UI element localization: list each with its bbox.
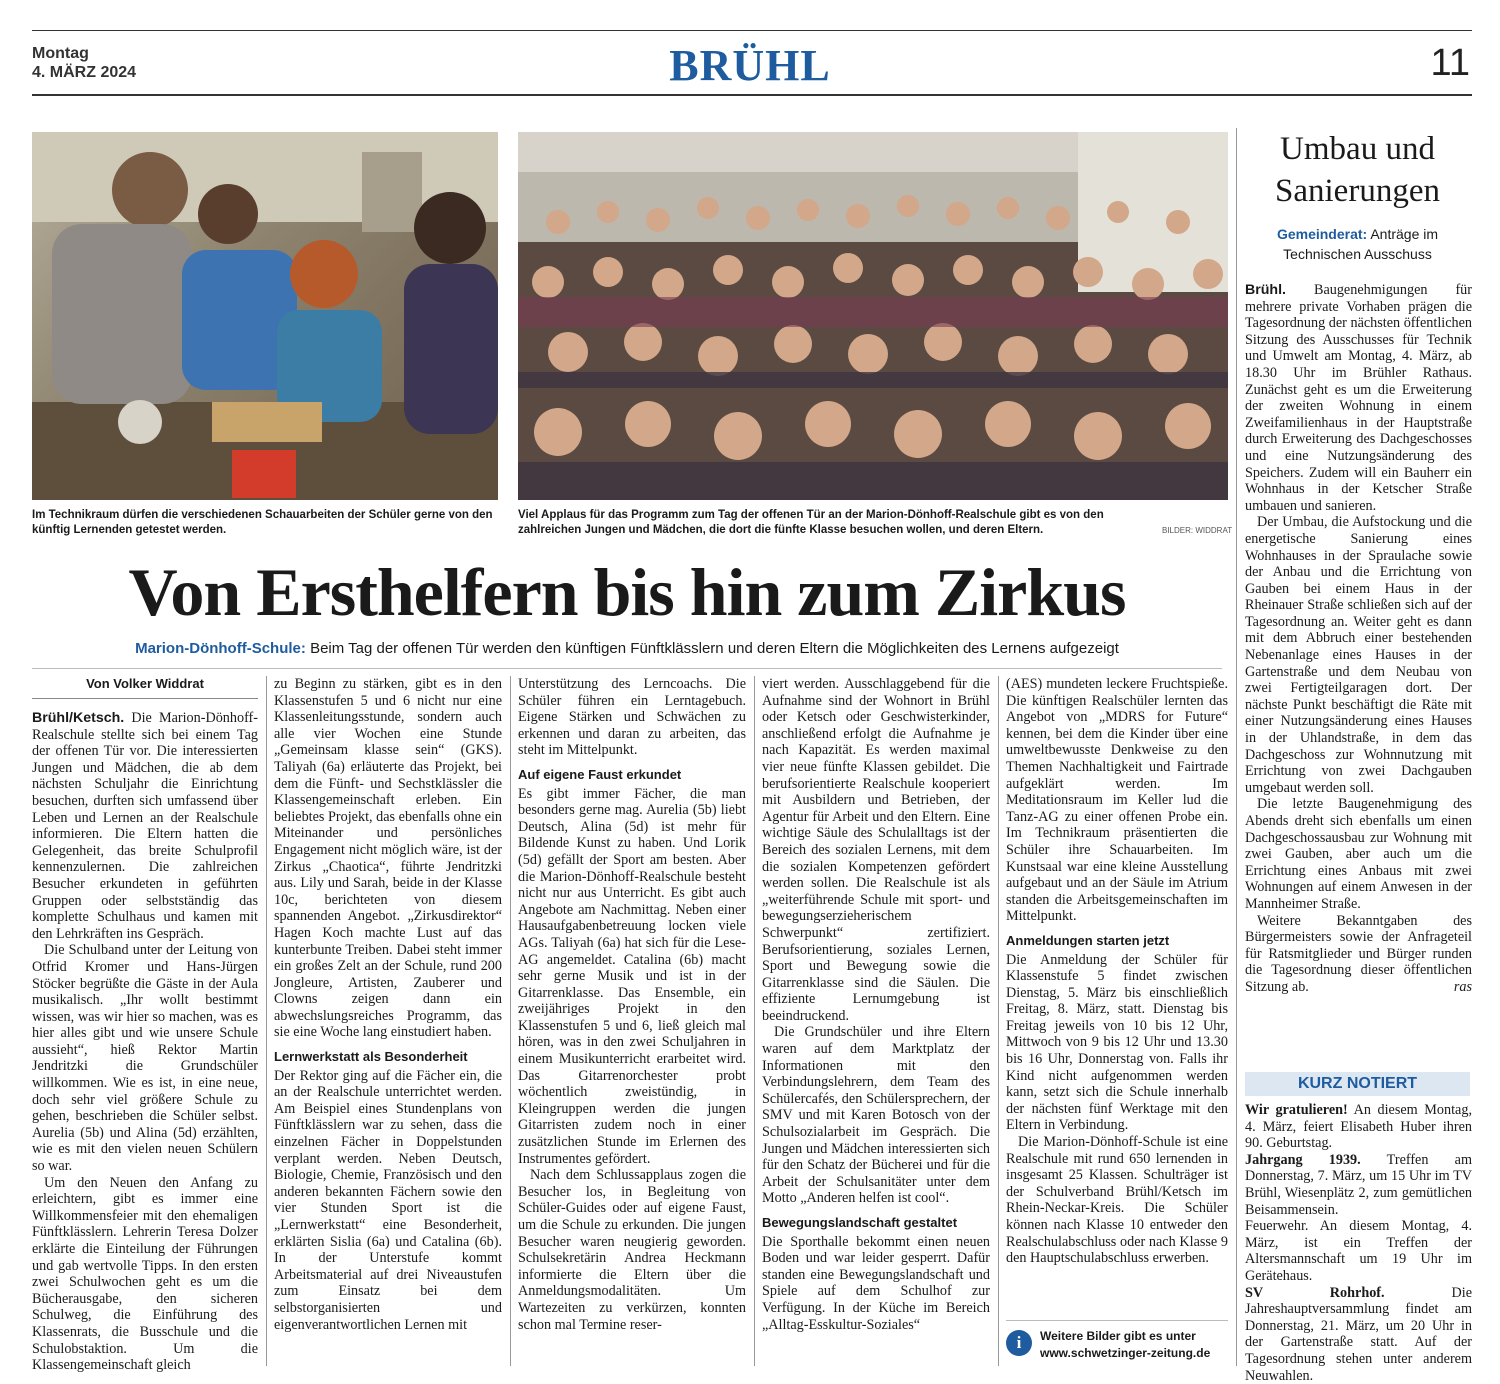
sidebar-title: Umbau und Sanierungen — [1275, 131, 1440, 209]
col-divider — [266, 676, 267, 1366]
article-column-3 — [518, 676, 746, 1362]
subheading: Lernwerkstatt als Besonderheit — [274, 1049, 468, 1065]
subheading: Auf eigene Faust erkundet — [518, 766, 682, 782]
paragraph: Unterstützung des Lerncoachs. Die Schüler führen ein Lerntagebuch. Eigene Stärken und Schwächen zu erkennen und daran zu arbeiten, das steht im Mittelpunkt. — [518, 676, 746, 759]
info-rule — [1006, 1320, 1228, 1321]
masthead-date — [32, 44, 136, 82]
paragraph: Der Umbau, die Aufstockung und die energetische Sanierung eines Wohnhauses in der Spraulache sowie der Anbau und die Errichtung von Gauben bei einem Haus in der Rheinauer Straße schließen sich auf der Tagesordnung an. Weiter geht es dann mit dem Abbruch einer bestehenden Nebenanlage eines Hauses in der Gartenstraße und dem Neubau von zwei Fertigteilgaragen dort. Der nächste Punkt beschäftigt die Räte mit einer Nutzungsänderung eines Hauses in der Uhlandstraße, in dem das Dachgeschoss zur Wohnnutzung mit Errichtung von zwei Dachgauben umgebaut werden soll. — [1245, 514, 1472, 796]
dateline: Brühl/Ketsch. — [32, 710, 125, 726]
list-item: Feuerwehr. An diesem Montag, 4. März, ist ein Treffen der Altersmannschaft um 19 Uhr im Gerätehaus. — [1245, 1218, 1472, 1284]
page-number: 11 — [1430, 42, 1470, 84]
website-link[interactable]: www.schwetzinger-zeitung.de — [1040, 1346, 1211, 1360]
photo-technikraum — [32, 132, 498, 500]
article-subline-text: Beim Tag der offenen Tür werden den künftigen Fünftklässlern und deren Eltern die Möglichkeiten des Lernens aufgezeigt — [310, 640, 1119, 657]
article-subline — [32, 640, 1222, 657]
top-rule — [32, 30, 1472, 31]
date: 4. MÄRZ 2024 — [32, 64, 137, 81]
col-divider — [754, 676, 755, 1366]
paragraph: zu Beginn zu stärken, gibt es in den Klassenstufen 5 und 6 nicht nur eine Klassenleitungsstunde, sondern auch alle vier Wochen eine Stunde „Gemeinsam klasse sein“ (GKS). Taliyah (6a) erläuterte das Projekt, bei dem die Fünft- und Sechstklässler die Klassengemeinschaft erleben. Ein beliebtes Projekt, das ebenfalls ohne ein Miteinander und persönliches Engagement nicht möglich wäre, ist der Zirkus „Chaotica“, führte Jendritzki aus. Lily und Sarah, beide in der Klasse 10c, berichteten von diesem spannenden Angebot. „Zirkusdirektor“ Hagen Koch machte Lust auf das kunterbunte Treiben. Dabei steht immer ein großes Zelt an der Schule, rund 200 Jongleure, Artisten, Zauberer und Clowns zeigen dann ein abwechslungsreiches Programm, das sie eine Woche lang einstudiert haben. — [274, 676, 502, 1041]
paragraph: Die Sporthalle bekommt einen neuen Boden und war leider gesperrt. Dafür standen eine Bewegungslandschaft und Spiele auf dem Schulhof zur Verfügung. In der Küche im Bereich „Alltag-Esskultur-Soziales“ — [762, 1233, 990, 1333]
paragraph: Die Schulband unter der Leitung von Otfrid Kromer und Hans-Jürgen Stöcker begrüßte die Gäste in der Aula musikalisch. „Ihr wollt bestimmt wissen, was wir hier so machen, was es hier alles gibt und wie unsere Schule aussieht“, hieß Rektor Martin Jendritzki die Grundschüler willkommen. Wie es ist, in eine neue, doch sehr viel größere Schule zu gehen, beschrieben die Schüler selbst. Aurelia (5b) und Alina (5d) erzählten, wie es mit den vielen neuen Schülern so war. — [32, 942, 258, 1175]
paragraph: Brühl/Ketsch. Die Marion-Dönhoff-Realschule stellte sich bei einem Tag der offenen Tür vor. Die interessierten Jungen und Mädchen, die ab dem nächsten Schuljahr die Einrichtung besuchen, durften sich umfassend über Leben und Lernen an der Realschule informieren. Die Eltern hatten die Gelegenheit, das breite Schulprofil kennenzulernen. Die zahlreichen Besucher erkundeten in geführten Gruppen oder selbstständig das komplette Schulhaus und kamen mit den Lehrkräften ins Gespräch. — [32, 710, 258, 942]
byline-rule — [32, 698, 258, 699]
weekday: Montag — [32, 45, 89, 62]
article-column-4 — [762, 676, 990, 1362]
col-divider — [510, 676, 511, 1366]
masthead-rule — [32, 94, 1472, 96]
photo-audience — [518, 132, 1228, 500]
paragraph: Es gibt immer Fächer, die man besonders gerne mag. Aurelia (5b) liebt Deutsch, Alina (5d) ist mehr für Bildende Kunst zu haben. Und Lorik (5d) gefällt der Sport am besten. Aber die Marion-Dönhoff-Realschule besteht nicht nur aus Unterricht. Es gibt auch Angebote am Nachmittag. Neben einer Hausaufgabenbetreuung locken viele AGs. Taliyah (6a) hat sich für die Lese-AG angemeldet. Catalina (6b) macht sehr gerne Musik und ist in der Gitarrenklasse. Das Ensemble, ein zweijähriges Projekt in den Klassenstufen 5 und 6, ließ gleich mal hören, was in den zwei Schuljahren in einem Musikunterricht erarbeitet wird. Das Gitarrenorchester probt wöchentlich zweistündig, in Kleingruppen werden die jungen Gitarristen zudem noch in einer zusätzlichen Stunde im Erlernen des Instrumentes gefördert. — [518, 785, 746, 1167]
article-column-1 — [32, 710, 258, 1374]
paragraph: Der Rektor ging auf die Fächer ein, die an der Realschule unterrichtet werden. Am Beispiel eines Stundenplans von Fünftklässlern war zu sehen, dass die einzelnen Fächer in Doppelstunden verplant werden. Neben Deutsch, Biologie, Chemie, Französisch und den anderen bekannten Fächern sowie den vier Stunden Sport ist die „Lernwerkstatt“ eine Besonderheit, erklärten Sislia (6a) und Catalina (6b). In der Unterstufe kommt Arbeitsmaterial auf drei Niveaustufen zum Einsatz bei dem selbstorganisierten und eigenverantwortlichen Lernen mit — [274, 1067, 502, 1333]
sidebar-dateline: Brühl. — [1245, 282, 1286, 298]
photo-credit: BILDER: WIDDRAT — [1162, 526, 1233, 535]
article-column-2 — [274, 676, 502, 1362]
sidebar-divider — [1236, 128, 1237, 1366]
sidebar-body — [1245, 282, 1472, 1042]
paragraph: Um den Neuen den Anfang zu erleichtern, gibt es immer eine Willkommensfeier mit den ehemaligen Fünftklässlern. Lehrerin Teresa Dolzer erklärte die Einteilung der Führungen und gab wertvolle Tipps. In den ersten zwei Schulwochen geht es um die Bücherausgabe, den sicheren Schulweg, die Einführung des Klassenrats, die Busschule und die Schulobstaktion. Um die Klassengemeinschaft gleich — [32, 1174, 258, 1374]
byline: Von Volker Widdrat — [86, 676, 204, 691]
paragraph: Brühl. Baugenehmigungen für mehrere private Vorhaben prägen die Tagesordnung der nächsten öffentlichen Sitzung des Ausschusses für Technik und Umwelt am Montag, 4. März, ab 18.30 Uhr im Brühler Rathaus. Zunächst geht es um die Erweiterung der zweiten Wohnung in einem Zweifamilienhaus in der Hauptstraße durch Erweiterung des Dachgeschosses und eine Nutzungsänderung des Speichers. Zudem will ein Bauherr ein Wohnhaus in der Ketscher Straße umbauen und sanieren. — [1245, 282, 1472, 514]
subheading: Bewegungslandschaft gestaltet — [762, 1215, 958, 1230]
photo-technikraum-illustration — [32, 132, 498, 500]
paragraph: Die Grundschüler und ihre Eltern waren auf dem Marktplatz der Informationen mit den Verbindungslehrern, dem Team des Schülercafés, den Schülersprechern, der SMV und mit Karen Botosch von der Schulsozialarbeit im Gespräch. Die Jungen und Mädchen interessierten sich für den Schatz der Bücherei und für die Arbeit der Schulsanitäter unter dem Motto „Anderen helfen ist cool“. — [762, 1024, 990, 1207]
paragraph: Die letzte Baugenehmigung des Abends dreht sich ebenfalls um einen Dachgeschossausbau zur Wohnung mit zwei Gauben, aber auch um die Errichtung eines Anbaus mit zwei Wohnungen auf einem Anwesen in der Mannheimer Straße. — [1245, 796, 1472, 912]
paragraph: Weitere Bekanntgaben des Bürgermeisters sowie der Anfrageteil für Ratsmitglieder und Bürger runden die Tagesordnung dieser öffentlichen Sitzung ab. ras — [1245, 912, 1472, 995]
list-item: Jahrgang 1939. Treffen am Donnerstag, 7. März, um 15 Uhr im TV Brühl, Wiesenplätz 2, zum gemütlichen Beisammensein. — [1245, 1151, 1473, 1218]
article-kicker: Marion-Dönhoff-Schule: — [135, 640, 306, 657]
section-title: BRÜHL — [669, 41, 831, 90]
photo-left-caption: Im Technikraum dürfen die verschiedenen Schauarbeiten der Schüler gerne von den künftig Lernenden getestet werden. — [32, 509, 493, 536]
list-item: SV Rohrhof. Die Jahreshauptversammlung findet am Donnerstag, 21. März, um 20 Uhr in der Gartenstraße statt. Auf der Tagesordnung stehen unter anderem Neuwahlen. — [1245, 1284, 1472, 1384]
article-column-5 — [1006, 676, 1228, 1316]
paragraph: Die Marion-Dönhoff-Schule ist eine Realschule mit rund 650 lernenden in insgesamt 25 Klassen. Schulträger ist der Schulverband Brühl/Ketsch im Rhein-Neckar-Kreis. Die Schüler können nach Klasse 10 entweder den Realschulabschluss oder nach Klasse 9 den Hauptschulabschluss erwerben. — [1006, 1134, 1228, 1267]
sidebar-subtitle: Gemeinderat: Anträge im Technischen Ausschuss — [1276, 226, 1439, 262]
sidebar-author: ras — [1453, 978, 1472, 995]
info-icon: i — [1006, 1330, 1032, 1356]
paragraph: Nach dem Schlussapplaus zogen die Besucher los, in Begleitung von Schüler-Guides oder auf eigene Faust, um die Schule zu erkunden. Die jungen Besucher waren neugierig geworden. Schulsekretärin Andrea Heckmann informierte die Eltern über die Anmeldungsmodalitäten. Um Wartezeiten zu verkürzen, konnten schon mal Termine reser- — [518, 1167, 746, 1333]
more-photos-box — [1006, 1326, 1226, 1366]
info-text: Weitere Bilder gibt es unter www.schwetzinger-zeitung.de — [1040, 1329, 1211, 1360]
paragraph: (AES) mundeten leckere Fruchtspieße. Die künftigen Realschüler lernten das Angebot von „MDRS for Future“ kennen, bei dem die Kinder über eine umweltbewusste Denkweise zu den Themen Nachhaltigkeit und Fairtrade aufgeklärt werden. Im Meditationsraum im Keller lud die Tanz-AG zu einer offenen Probe ein. Im Technikraum präsentierten die Schüler ihre Schauarbeiten. Im Kunstsaal war eine kleine Ausstellung aufgebaut und an der Säule im Atrium standen die Arbeitsgemeinschaften im Mittelpunkt. — [1006, 676, 1228, 925]
paragraph: viert werden. Ausschlaggebend für die Aufnahme sind der Wohnort in Brühl oder Ketsch oder Geschwisterkinder, anschließend erfolgt die Aufnahme je nach Kapazität. Es werden maximal vier neue fünfte Klassen gebildet. Die berufsorientierte Realschule kooperiert mit Ausbildern und Betrieben, der Agentur für Arbeit und den Eltern. Eine wichtige Säule des Schulalltags ist der Bereich des sozialen Lernens, mit dem die sozialen Kompetenzen gefördert werden sollen. Die Realschule ist als „weiterführende Schule mit sport- und bewegungserzieherischem Schwerpunkt“ zertifiziert. Berufsorientierung, soziales Lernen, Sport und Bewegung sowie die Gitarrenklasse sind die Säulen. Die effiziente Lernumgebung ist beeindruckend. — [762, 676, 990, 1024]
photo-right-caption: Viel Applaus für das Programm zum Tag der offenen Tür an der Marion-Dönhoff-Realschule gibt es von den zahlreichen Jungen und Mädchen, die dort die fünfte Klasse besuchen wollen, und deren Eltern. — [518, 509, 1104, 536]
photo-audience-illustration — [518, 132, 1228, 500]
headline-rule — [32, 668, 1222, 669]
subheading: Anmeldungen starten jetzt — [1006, 932, 1170, 948]
list-item: Wir gratulieren! An diesem Montag, 4. März, feiert Elisabeth Huber ihren 90. Geburtstag. — [1245, 1102, 1472, 1152]
kurz-notiert-heading: KURZ NOTIERT — [1245, 1072, 1470, 1096]
col-divider — [998, 676, 999, 1366]
kurz-notiert-list — [1245, 1102, 1473, 1384]
paragraph: Die Anmeldung der Schüler für Klassenstufe 5 findet zwischen Dienstag, 5. März bis einschließlich Freitag, 8. März, statt. Dienstag bis Freitag jeweils von 10 bis 12 Uhr, Mittwoch von 9 bis 12 Uhr und 13.30 bis 16 Uhr, Donnerstag von. Falls ihr Kind nicht aufgenommen werden kann, setzt sich die Schule innerhalb der nächsten fünf Werktage mit den Eltern in Verbindung. — [1006, 951, 1228, 1134]
sidebar-kicker: Gemeinderat: — [1276, 226, 1368, 242]
article-headline: Von Ersthelfern bis hin zum Zirkus — [128, 554, 1126, 630]
